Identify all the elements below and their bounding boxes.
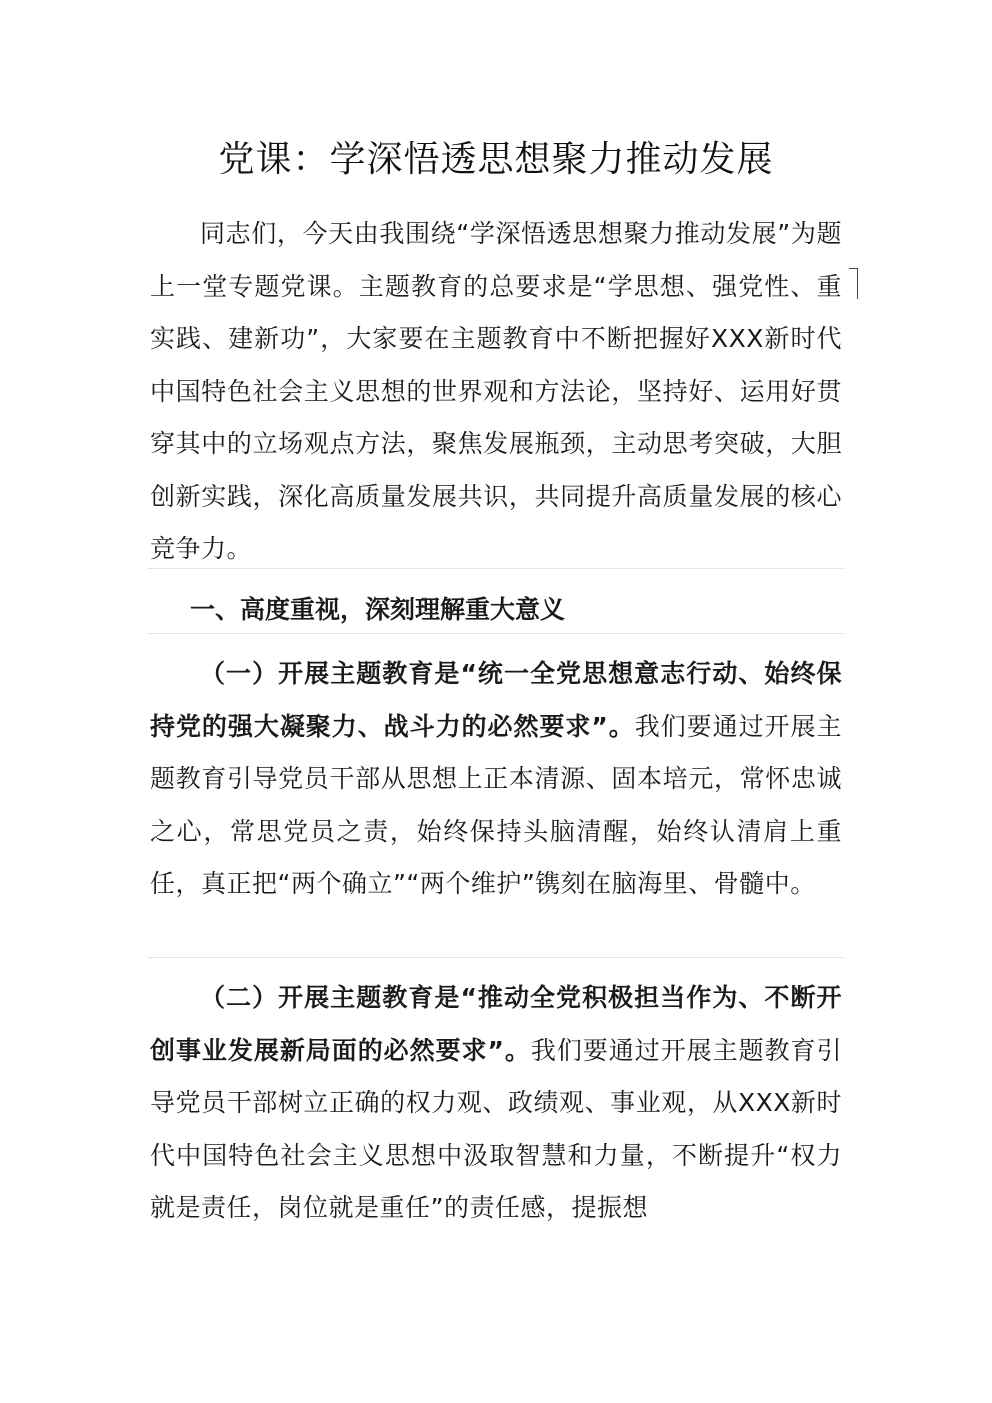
section-heading-1: 一、高度重视，深刻理解重大意义 xyxy=(190,595,566,624)
section-divider xyxy=(148,568,844,569)
margin-crop-mark xyxy=(849,268,858,299)
section-divider xyxy=(148,957,844,958)
subsection-lead-2: （二）开展主题教育是“推动全党积极担当作为、不断开创事业发展新局面的必然要求”。 xyxy=(150,983,842,1065)
subsection-body-2: 我们要通过开展主题教育引导党员干部树立正确的权力观、政绩观、事业观，从XXX新时代中国特色社会主义思想中汲取智慧和力量，不断提升“权力就是责任，岗位就是重任”的责任感，提振想 xyxy=(150,1035,842,1222)
subsection-paragraph-2 xyxy=(150,972,842,1235)
subsection-paragraph-1 xyxy=(150,648,842,911)
document-title: 党课：学深悟透思想聚力推动发展 xyxy=(218,139,774,180)
subsection-body-1: 我们要通过开展主题教育引导党员干部从思想上正本清源、固本培元，常怀忠诚之心，常思党员之责，始终保持头脑清醒，始终认清肩上重任，真正把“两个确立”“两个维护”镌刻在脑海里、骨髓中。 xyxy=(150,711,842,898)
section-divider xyxy=(148,633,844,634)
subsection-lead-1: （一）开展主题教育是“统一全党思想意志行动、始终保持党的强大凝聚力、战斗力的必然要求”。 xyxy=(150,659,842,741)
intro-paragraph: 同志们，今天由我围绕“学深悟透思想聚力推动发展”为题上一堂专题党课。主题教育的总要求是“学思想、强党性、重实践、建新功”，大家要在主题教育中不断把握好XXX新时代中国特色社会主义思想的世界观和方法论，坚持好、运用好贯穿其中的立场观点方法，聚焦发展瓶颈，主动思考突破，大胆创新实践，深化高质量发展共识，共同提升高质量发展的核心竞争力。 xyxy=(150,219,842,563)
